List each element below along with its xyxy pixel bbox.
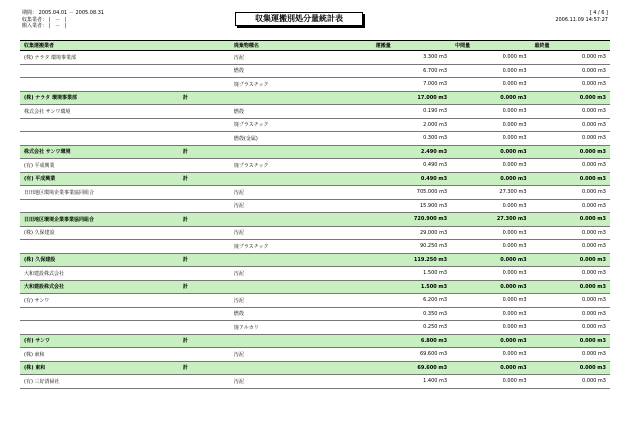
cell-transport-volume: 2.000 m3 [372,118,451,132]
table-row [20,348,610,362]
cell-mark [179,240,230,254]
cell-intermediate-volume: 0.000 m3 [451,132,530,146]
cell-mark: 計 [179,280,230,294]
cell-waste-type: 汚泥 [230,199,372,213]
col-header-transport-volume: 運搬量 [372,41,451,51]
cell-collector: (有) 三好清掃社 [20,375,179,389]
cell-waste-type: 廃プラスチック [230,78,372,92]
cell-transport-volume: 0.190 m3 [372,105,451,119]
cell-transport-volume: 17.000 m3 [372,91,451,105]
cell-transport-volume: 0.350 m3 [372,307,451,321]
subtotal-row [20,361,610,375]
cell-intermediate-volume: 0.000 m3 [451,280,530,294]
cell-waste-type: 燃殻(金属) [230,132,372,146]
cell-mark [179,132,230,146]
cell-waste-type [230,280,372,294]
cell-intermediate-volume: 0.000 m3 [451,91,530,105]
transporter-line: 搬入業者： | － | [22,23,67,29]
subtotal-row [20,253,610,267]
table-row [20,105,610,119]
cell-collector [20,240,179,254]
subtotal-row [20,145,610,159]
cell-mark [179,321,230,335]
cell-collector [20,132,179,146]
cell-final-volume: 0.000 m3 [531,105,610,119]
cell-transport-volume: 6.800 m3 [372,334,451,348]
cell-waste-type [230,172,372,186]
cell-intermediate-volume: 0.000 m3 [451,159,530,173]
col-header-waste-type: 廃棄物種名 [230,41,372,51]
cell-intermediate-volume: 0.000 m3 [451,361,530,375]
collector-line: 収集業者： | － | [22,16,67,23]
table-row [20,307,610,321]
cell-intermediate-volume: 0.000 m3 [451,226,530,240]
table-row [20,78,610,92]
cell-collector: (有) サンワ [20,294,179,308]
cell-collector: 大和建設株式会社 [20,280,179,294]
report-table [20,40,610,389]
cell-mark [179,348,230,362]
cell-final-volume: 0.000 m3 [531,321,610,335]
cell-mark: 計 [179,361,230,375]
table-row [20,132,610,146]
cell-intermediate-volume: 0.000 m3 [451,348,530,362]
col-header-mark [179,41,230,51]
cell-intermediate-volume: 0.000 m3 [451,118,530,132]
cell-final-volume: 0.000 m3 [531,51,610,65]
cell-intermediate-volume: 0.000 m3 [451,240,530,254]
cell-collector: 株式会社 サンワ環境 [20,145,179,159]
table-row [20,321,610,335]
cell-final-volume: 0.000 m3 [531,132,610,146]
cell-transport-volume: 720.900 m3 [372,213,451,227]
cell-final-volume: 0.000 m3 [531,78,610,92]
cell-final-volume: 0.000 m3 [531,280,610,294]
cell-waste-type: 廃プラスチック [230,159,372,173]
table-row [20,375,610,389]
cell-waste-type: 廃プラスチック [230,240,372,254]
cell-collector [20,307,179,321]
table-row [20,199,610,213]
cell-transport-volume: 1.500 m3 [372,280,451,294]
cell-collector: 日田地区環境企業事業協同組合 [20,213,179,227]
cell-collector: (株) 東和 [20,348,179,362]
table-row [20,118,610,132]
cell-intermediate-volume: 0.000 m3 [451,307,530,321]
cell-collector: (有) 平成興業 [20,159,179,173]
cell-waste-type: 廃プラスチック [230,118,372,132]
cell-mark: 計 [179,172,230,186]
report-criteria [22,10,104,30]
cell-intermediate-volume: 0.000 m3 [451,375,530,389]
cell-mark [179,226,230,240]
cell-waste-type: 汚泥 [230,348,372,362]
cell-waste-type: 汚泥 [230,375,372,389]
cell-collector [20,321,179,335]
cell-transport-volume: 7.000 m3 [372,78,451,92]
cell-collector: (株) 東和 [20,361,179,375]
cell-collector: 大和建設株式会社 [20,267,179,281]
table-header-row [20,41,610,51]
cell-transport-volume: 0.250 m3 [372,321,451,335]
cell-final-volume: 0.000 m3 [531,375,610,389]
cell-mark [179,307,230,321]
cell-collector: (有) サンワ [20,334,179,348]
cell-waste-type: 汚泥 [230,226,372,240]
cell-intermediate-volume: 0.000 m3 [451,105,530,119]
cell-intermediate-volume: 0.000 m3 [451,172,530,186]
cell-mark: 計 [179,145,230,159]
cell-final-volume: 0.000 m3 [531,159,610,173]
cell-waste-type [230,145,372,159]
col-header-final-volume: 最終量 [531,41,610,51]
cell-collector: (株) 久保建設 [20,253,179,267]
cell-mark [179,375,230,389]
cell-final-volume: 0.000 m3 [531,226,610,240]
table-row [20,294,610,308]
cell-intermediate-volume: 27.300 m3 [451,186,530,200]
page-info [555,10,608,23]
cell-transport-volume: 2.490 m3 [372,145,451,159]
cell-transport-volume: 119.250 m3 [372,253,451,267]
col-header-intermediate-volume: 中間量 [451,41,530,51]
subtotal-row [20,280,610,294]
period-line: 期間： 2005.04.01 － 2005.08.31 [22,10,105,16]
cell-transport-volume: 90.250 m3 [372,240,451,254]
cell-final-volume: 0.000 m3 [531,91,610,105]
table-row [20,267,610,281]
cell-intermediate-volume: 0.000 m3 [451,64,530,78]
cell-waste-type: 汚泥 [230,51,372,65]
cell-intermediate-volume: 0.000 m3 [451,78,530,92]
cell-final-volume: 0.000 m3 [531,294,610,308]
cell-waste-type [230,213,372,227]
cell-transport-volume: 69.600 m3 [372,348,451,362]
table-row [20,51,610,65]
cell-intermediate-volume: 0.000 m3 [451,334,530,348]
cell-intermediate-volume: 0.000 m3 [451,294,530,308]
cell-final-volume: 0.000 m3 [531,118,610,132]
cell-waste-type [230,361,372,375]
table-row [20,240,610,254]
cell-transport-volume: 1.500 m3 [372,267,451,281]
cell-transport-volume: 15.900 m3 [372,199,451,213]
table-row [20,186,610,200]
cell-intermediate-volume: 0.000 m3 [451,321,530,335]
table-row [20,64,610,78]
cell-mark: 計 [179,213,230,227]
cell-waste-type [230,253,372,267]
cell-transport-volume: 6.200 m3 [372,294,451,308]
cell-collector [20,199,179,213]
cell-mark [179,51,230,65]
table-body [20,51,610,389]
cell-waste-type: 汚泥 [230,186,372,200]
page-number: [ 4 / 6 ] [589,10,608,16]
cell-mark [179,159,230,173]
cell-transport-volume: 3.300 m3 [372,51,451,65]
cell-final-volume: 0.000 m3 [531,348,610,362]
cell-mark [179,267,230,281]
cell-collector: (株) ナラタ 環境事業部 [20,51,179,65]
cell-transport-volume: 6.700 m3 [372,64,451,78]
col-header-collector: 収集運搬業者 [20,41,179,51]
cell-collector [20,118,179,132]
cell-final-volume: 0.000 m3 [531,334,610,348]
report-title: 収集運搬別処分量統計表 [235,12,363,26]
cell-waste-type: 汚泥 [230,294,372,308]
cell-intermediate-volume: 27.300 m3 [451,213,530,227]
cell-final-volume: 0.000 m3 [531,240,610,254]
cell-collector: (有) 平成興業 [20,172,179,186]
cell-waste-type: 燃殻 [230,105,372,119]
cell-waste-type [230,91,372,105]
cell-transport-volume: 0.300 m3 [372,132,451,146]
subtotal-row [20,91,610,105]
cell-collector [20,64,179,78]
cell-mark [179,64,230,78]
cell-mark: 計 [179,91,230,105]
cell-mark [179,118,230,132]
cell-waste-type: 汚泥 [230,267,372,281]
cell-intermediate-volume: 0.000 m3 [451,145,530,159]
subtotal-row [20,213,610,227]
cell-final-volume: 0.000 m3 [531,361,610,375]
cell-final-volume: 0.000 m3 [531,267,610,281]
cell-mark [179,105,230,119]
cell-collector: (株) 久保建設 [20,226,179,240]
subtotal-row [20,172,610,186]
cell-transport-volume: 29.000 m3 [372,226,451,240]
cell-final-volume: 0.000 m3 [531,172,610,186]
cell-collector: 株式会社 サンワ環境 [20,105,179,119]
cell-transport-volume: 69.600 m3 [372,361,451,375]
cell-collector [20,78,179,92]
cell-mark [179,199,230,213]
cell-mark [179,78,230,92]
cell-intermediate-volume: 0.000 m3 [451,199,530,213]
cell-final-volume: 0.000 m3 [531,199,610,213]
cell-final-volume: 0.000 m3 [531,186,610,200]
cell-mark: 計 [179,334,230,348]
subtotal-row [20,334,610,348]
cell-transport-volume: 1.400 m3 [372,375,451,389]
cell-waste-type: 燃殻 [230,307,372,321]
cell-intermediate-volume: 0.000 m3 [451,51,530,65]
cell-intermediate-volume: 0.000 m3 [451,267,530,281]
table-row [20,226,610,240]
cell-final-volume: 0.000 m3 [531,213,610,227]
table-row [20,159,610,173]
cell-collector: 日田地区環境企業事業協同組合 [20,186,179,200]
cell-final-volume: 0.000 m3 [531,145,610,159]
cell-waste-type [230,334,372,348]
cell-waste-type: 廃アルカリ [230,321,372,335]
cell-mark [179,186,230,200]
cell-final-volume: 0.000 m3 [531,307,610,321]
cell-mark: 計 [179,253,230,267]
cell-final-volume: 0.000 m3 [531,64,610,78]
cell-mark [179,294,230,308]
print-datetime: 2006.11.09 14:57:27 [555,16,608,23]
cell-transport-volume: 0.490 m3 [372,159,451,173]
cell-collector: (株) ナラタ 環境事業部 [20,91,179,105]
cell-transport-volume: 0.490 m3 [372,172,451,186]
cell-intermediate-volume: 0.000 m3 [451,253,530,267]
cell-final-volume: 0.000 m3 [531,253,610,267]
cell-waste-type: 燃殻 [230,64,372,78]
cell-transport-volume: 705.000 m3 [372,186,451,200]
